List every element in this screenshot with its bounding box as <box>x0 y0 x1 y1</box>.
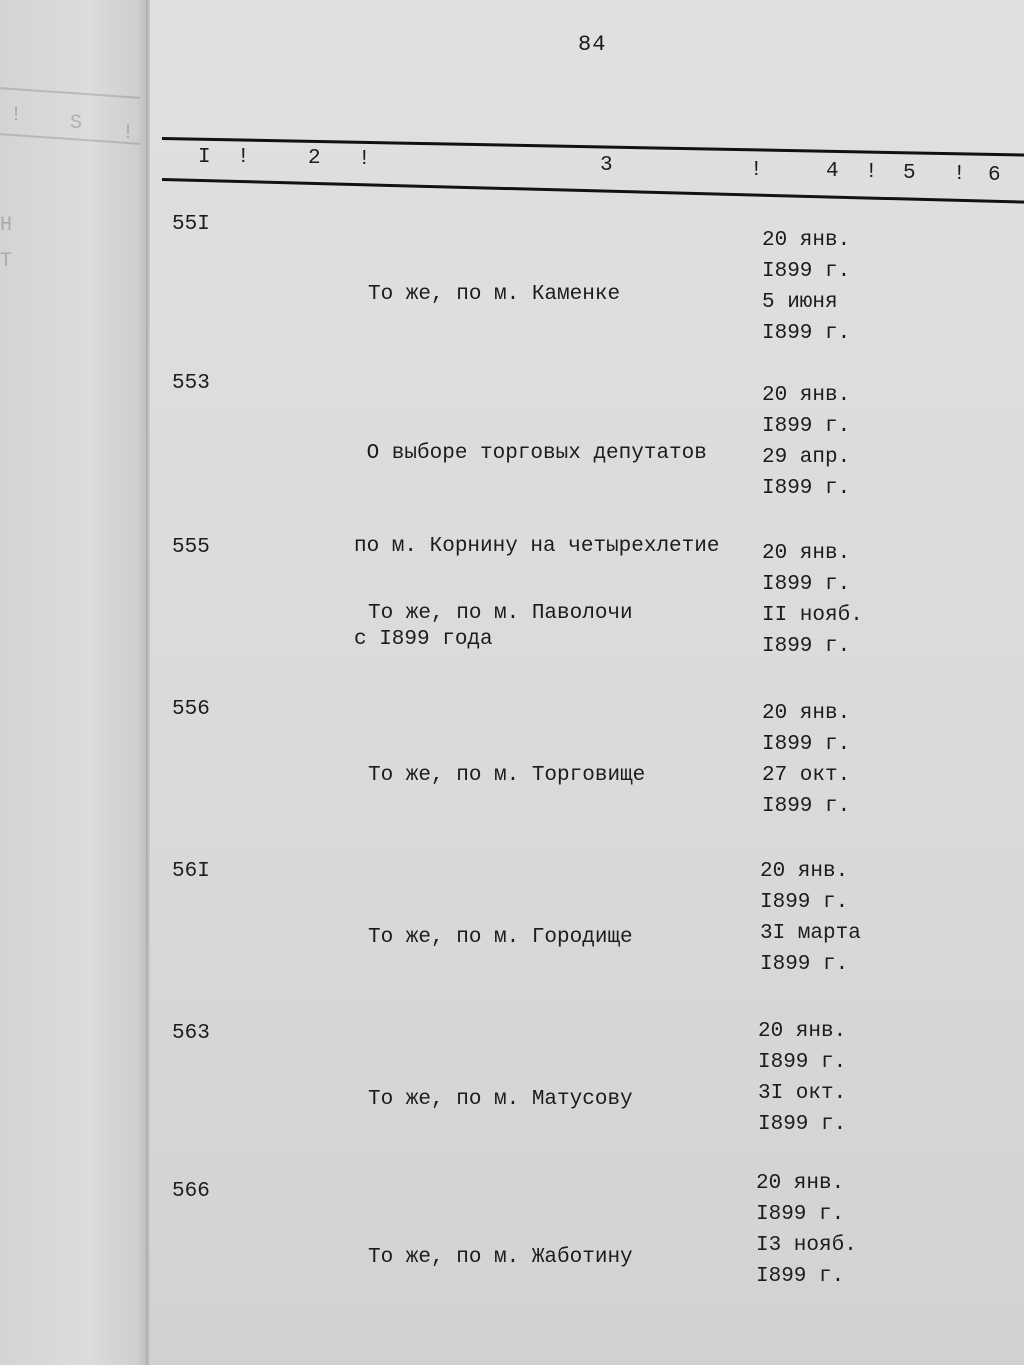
date-start-day: 20 янв. <box>762 702 851 725</box>
column-separator: ! <box>750 159 763 182</box>
table-row <box>0 1022 1024 1172</box>
column-separator: ! <box>953 163 966 186</box>
ghost-mark: ! <box>10 104 23 127</box>
row-number: 55I <box>172 213 210 236</box>
column-header-2: 2 <box>308 147 321 170</box>
date-end-day: 5 июня <box>762 291 838 314</box>
date-end-day: 27 окт. <box>762 764 851 787</box>
description-line: То же, по м. Каменке <box>368 283 621 306</box>
date-start-day: 20 янв. <box>756 1172 845 1195</box>
ghost-mark: ! <box>122 122 135 145</box>
column-header-4: 4 <box>826 160 839 183</box>
date-end-year: I899 г. <box>760 953 849 976</box>
date-end-day: I3 нояб. <box>756 1234 857 1257</box>
date-start-year: I899 г. <box>762 573 851 596</box>
row-description <box>368 860 633 1015</box>
date-start-year: I899 г. <box>758 1051 847 1074</box>
row-number: 555 <box>172 536 210 559</box>
description-line: То же, по м. Городище <box>368 926 633 949</box>
row-dates <box>760 856 861 980</box>
date-end-year: I899 г. <box>762 795 851 818</box>
column-header-3: 3 <box>600 154 613 177</box>
row-dates <box>758 1016 846 1140</box>
date-start-year: I899 г. <box>762 415 851 438</box>
description-line: То же, по м. Паволочи <box>368 602 633 625</box>
date-end-day: 3I марта <box>760 922 861 945</box>
date-end-year: I899 г. <box>762 477 851 500</box>
row-description <box>368 1022 633 1177</box>
ghost-mark: Н <box>0 214 13 237</box>
date-end-year: I899 г. <box>762 322 851 345</box>
date-start-day: 20 янв. <box>762 229 851 252</box>
description-line: То же, по м. Торговище <box>368 764 646 787</box>
date-end-day: 29 апр. <box>762 446 851 469</box>
description-line: То же, по м. Матусову <box>368 1088 633 1111</box>
row-number: 556 <box>172 698 210 721</box>
column-header-5: 5 <box>903 162 916 185</box>
ghost-mark: S <box>70 112 83 135</box>
date-end-year: I899 г. <box>762 635 851 658</box>
table-row <box>0 213 1024 363</box>
row-description <box>368 1180 633 1335</box>
row-number: 566 <box>172 1180 210 1203</box>
date-end-day: II нояб. <box>762 604 863 627</box>
ghost-mark: Т <box>0 250 13 273</box>
date-start-day: 20 янв. <box>758 1020 847 1043</box>
row-description <box>368 536 633 691</box>
row-dates <box>762 225 850 349</box>
column-header-6: 6 <box>988 164 1001 187</box>
row-number: 563 <box>172 1022 210 1045</box>
row-dates <box>762 698 850 822</box>
date-start-year: I899 г. <box>760 891 849 914</box>
table-row <box>0 698 1024 848</box>
row-number: 553 <box>172 372 210 395</box>
table-row <box>0 536 1024 686</box>
page-number: 84 <box>578 32 607 57</box>
date-end-year: I899 г. <box>758 1113 847 1136</box>
description-line: по м. Корнину на четырехлетие <box>354 535 720 558</box>
row-dates <box>762 538 863 662</box>
row-description <box>368 698 645 853</box>
row-number: 56I <box>172 860 210 883</box>
description-line: с I899 года <box>354 628 493 651</box>
date-start-day: 20 янв. <box>762 542 851 565</box>
table-row <box>0 860 1024 1010</box>
row-dates <box>756 1168 857 1292</box>
description-line: То же, по м. Жаботину <box>368 1246 633 1269</box>
column-header-1: I <box>198 146 211 169</box>
row-dates <box>762 380 850 504</box>
date-start-year: I899 г. <box>762 733 851 756</box>
date-start-year: I899 г. <box>762 260 851 283</box>
date-end-day: 3I окт. <box>758 1082 847 1105</box>
date-end-year: I899 г. <box>756 1265 845 1288</box>
column-separator: ! <box>358 148 371 171</box>
row-description <box>368 217 620 372</box>
column-separator: ! <box>237 146 250 169</box>
column-separator: ! <box>865 161 878 184</box>
date-start-year: I899 г. <box>756 1203 845 1226</box>
description-line: О выборе торговых депутатов <box>354 442 707 465</box>
table-row <box>0 1172 1024 1330</box>
date-start-day: 20 янв. <box>760 860 849 883</box>
date-start-day: 20 янв. <box>762 384 851 407</box>
